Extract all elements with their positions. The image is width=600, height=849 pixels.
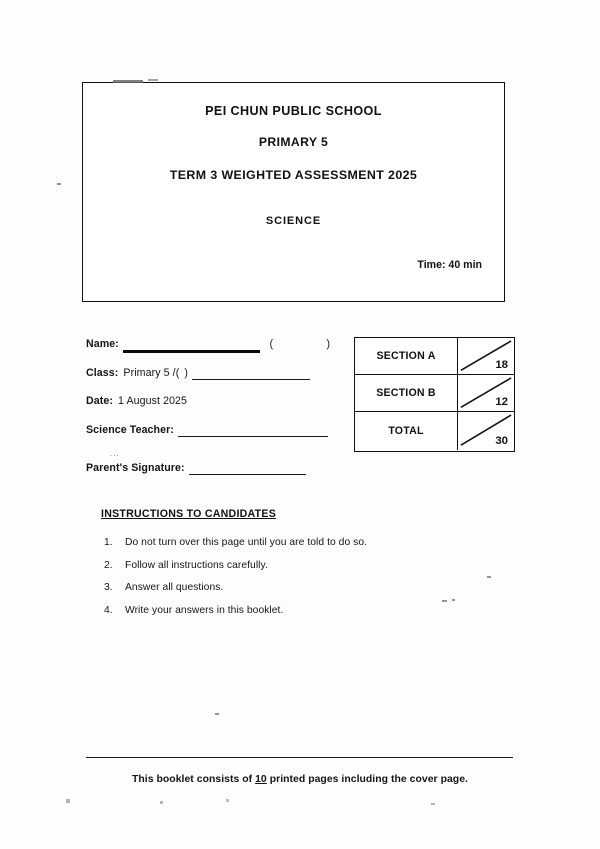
list-item-text: Write your answers in this booklet. [125,604,284,616]
date-label: Date: [86,395,113,407]
grand-total: 30 [495,434,508,447]
section-b-total: 12 [495,396,508,409]
list-item-number: 4. [104,604,113,616]
parent-signature-line[interactable] [189,463,306,475]
section-a-label: SECTION A [355,338,458,374]
school-name: PEI CHUN PUBLIC SCHOOL [205,104,382,118]
section-b-label: SECTION B [355,375,458,411]
parent-signature-label: Parent's Signature: [86,462,185,474]
class-value: Primary 5 /( [123,366,180,379]
scan-artifact [442,600,447,602]
footer-page-count: 10 [255,774,267,785]
list-item [101,560,441,571]
class-label: Class: [86,366,119,379]
candidate-particulars [86,338,341,491]
teacher-field-row [86,424,341,453]
section-a-total: 18 [495,359,508,372]
assessment-title: TERM 3 WEIGHTED ASSESSMENT 2025 [169,168,418,182]
parent-signature-row [86,449,341,491]
marks-table [354,337,515,452]
scan-artifact [452,599,455,601]
scan-artifact [57,183,61,185]
class-close-paren: ) [184,366,188,379]
list-item-number: 2. [104,559,113,571]
name-input-line[interactable] [123,339,260,353]
booklet-page-count-note [0,774,600,785]
list-item-text: Answer all questions. [125,582,224,593]
science-teacher-label: Science Teacher: [86,423,174,436]
section-a-score-cell[interactable] [458,338,514,374]
list-item [101,582,441,593]
header-box [82,82,505,302]
section-b-score-cell[interactable] [458,375,514,411]
instructions-section [101,508,441,627]
name-label: Name: [86,338,119,350]
index-number-field[interactable]: ( ) [269,338,341,350]
list-item-text: Do not turn over this page until you are told to do so. [125,537,368,548]
table-row [355,412,514,449]
scan-artifact [160,801,163,804]
subject-name: SCIENCE [265,215,322,227]
science-teacher-input-line[interactable] [178,425,328,437]
date-field-row [86,395,341,424]
instructions-list [101,537,441,616]
total-label: TOTAL [355,412,458,449]
class-field-row [86,367,341,396]
scan-artifact [113,80,143,83]
scan-artifact [66,799,70,803]
scan-artifact [226,799,229,802]
class-input-line[interactable] [192,368,310,380]
name-field-row [86,338,341,367]
list-item-number: 3. [104,582,113,593]
footer-suffix: printed pages including the cover page. [269,774,468,785]
footer-prefix: This booklet consists of [132,774,253,785]
scan-speck: ... [110,449,120,458]
list-item [101,605,441,616]
scan-artifact [148,79,158,81]
footer-divider [86,757,513,758]
primary-level: PRIMARY 5 [258,135,329,149]
list-item-number: 1. [104,537,113,548]
list-item [101,537,441,548]
scan-artifact [487,576,491,578]
table-row [355,338,514,375]
total-score-cell[interactable] [458,412,514,449]
duration-label: Time: 40 min [417,259,482,271]
list-item-text: Follow all instructions carefully. [125,559,268,571]
table-row [355,375,514,412]
scan-artifact [431,803,435,805]
scan-artifact [215,713,219,715]
date-value: 1 August 2025 [118,395,188,407]
instructions-heading: INSTRUCTIONS TO CANDIDATES [101,508,277,520]
